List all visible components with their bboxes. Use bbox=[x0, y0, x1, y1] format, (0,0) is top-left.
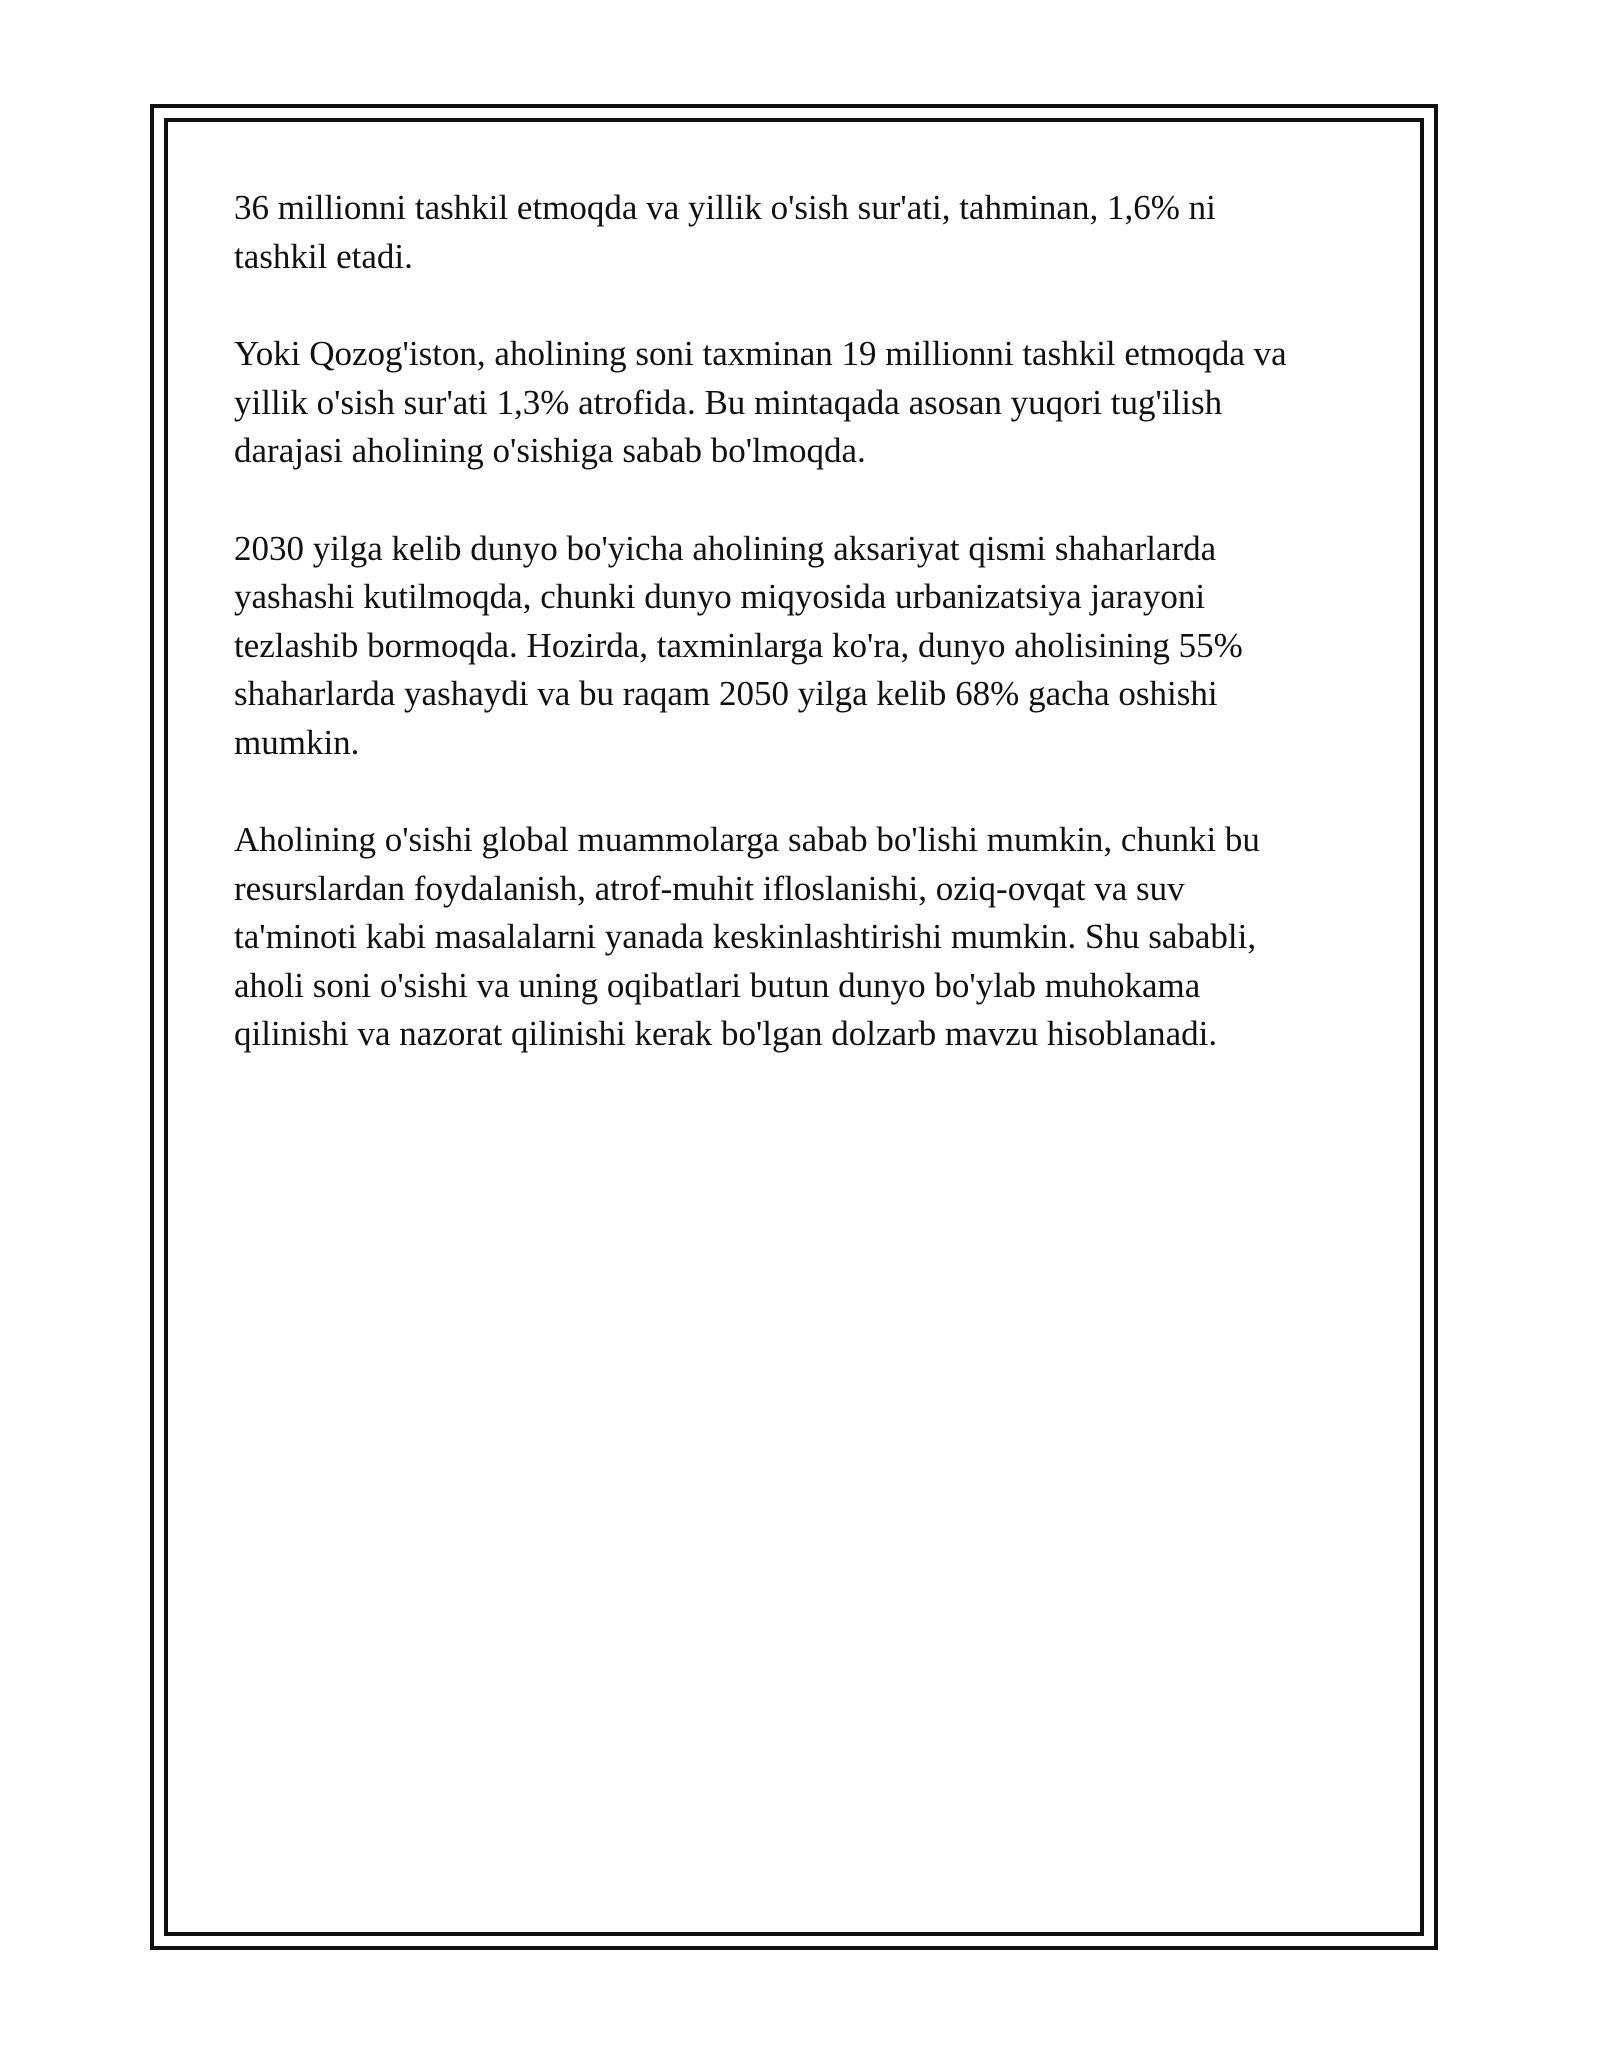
paragraph-4-line-5: qilinishi va nazorat qilinishi kerak bo'lgan dolzarb mavzu hisoblanadi. bbox=[234, 1014, 1218, 1053]
paragraph-3 bbox=[234, 525, 1354, 768]
paragraph-1 bbox=[234, 184, 1354, 281]
paragraph-2-line-1: Yoki Qozog'iston, aholining soni taxminan 19 millionni tashkil etmoqda va bbox=[234, 334, 1287, 373]
paragraph-4-line-1: Aholining o'sishi global muammolarga sabab bo'lishi mumkin, chunki bu bbox=[234, 820, 1260, 859]
document-body bbox=[234, 184, 1354, 1108]
paragraph-4 bbox=[234, 816, 1354, 1059]
paragraph-3-line-5: mumkin. bbox=[234, 722, 360, 762]
paragraph-3-line-3: tezlashib bormoqda. Hozirda, taxminlarga ko'ra, dunyo aholisining 55% bbox=[234, 625, 1243, 665]
paragraph-2-line-2: yillik o'sish sur'ati 1,3% atrofida. Bu mintaqada asosan yuqori tug'ilish bbox=[234, 382, 1223, 422]
paragraph-2 bbox=[234, 330, 1354, 476]
paragraph-2-line-3: darajasi aholining o'sishiga sabab bo'lmoqda. bbox=[234, 431, 866, 470]
paragraph-4-line-3: ta'minoti kabi masalalarni yanada keskinlashtirishi mumkin. Shu sababli, bbox=[234, 917, 1257, 956]
paragraph-1-line-1: 36 millionni tashkil etmoqda va yillik o'sish sur'ati, tahminan, 1,6% ni bbox=[234, 188, 1216, 227]
paragraph-3-line-1: 2030 yilga kelib dunyo bo'yicha aholining aksariyat qismi shaharlarda bbox=[234, 528, 1217, 568]
paragraph-3-line-2: yashashi kutilmoqda, chunki dunyo miqyosida urbanizatsiya jarayoni bbox=[234, 577, 1206, 616]
paragraph-3-line-4: shaharlarda yashaydi va bu raqam 2050 yilga kelib 68% gacha oshishi bbox=[234, 674, 1218, 713]
paragraph-4-line-4: aholi soni o'sishi va uning oqibatlari butun dunyo bo'ylab muhokama bbox=[234, 965, 1201, 1005]
paragraph-1-line-2: tashkil etadi. bbox=[234, 236, 413, 276]
paragraph-4-line-2: resurslardan foydalanish, atrof-muhit ifloslanishi, oziq-ovqat va suv bbox=[234, 868, 1185, 908]
